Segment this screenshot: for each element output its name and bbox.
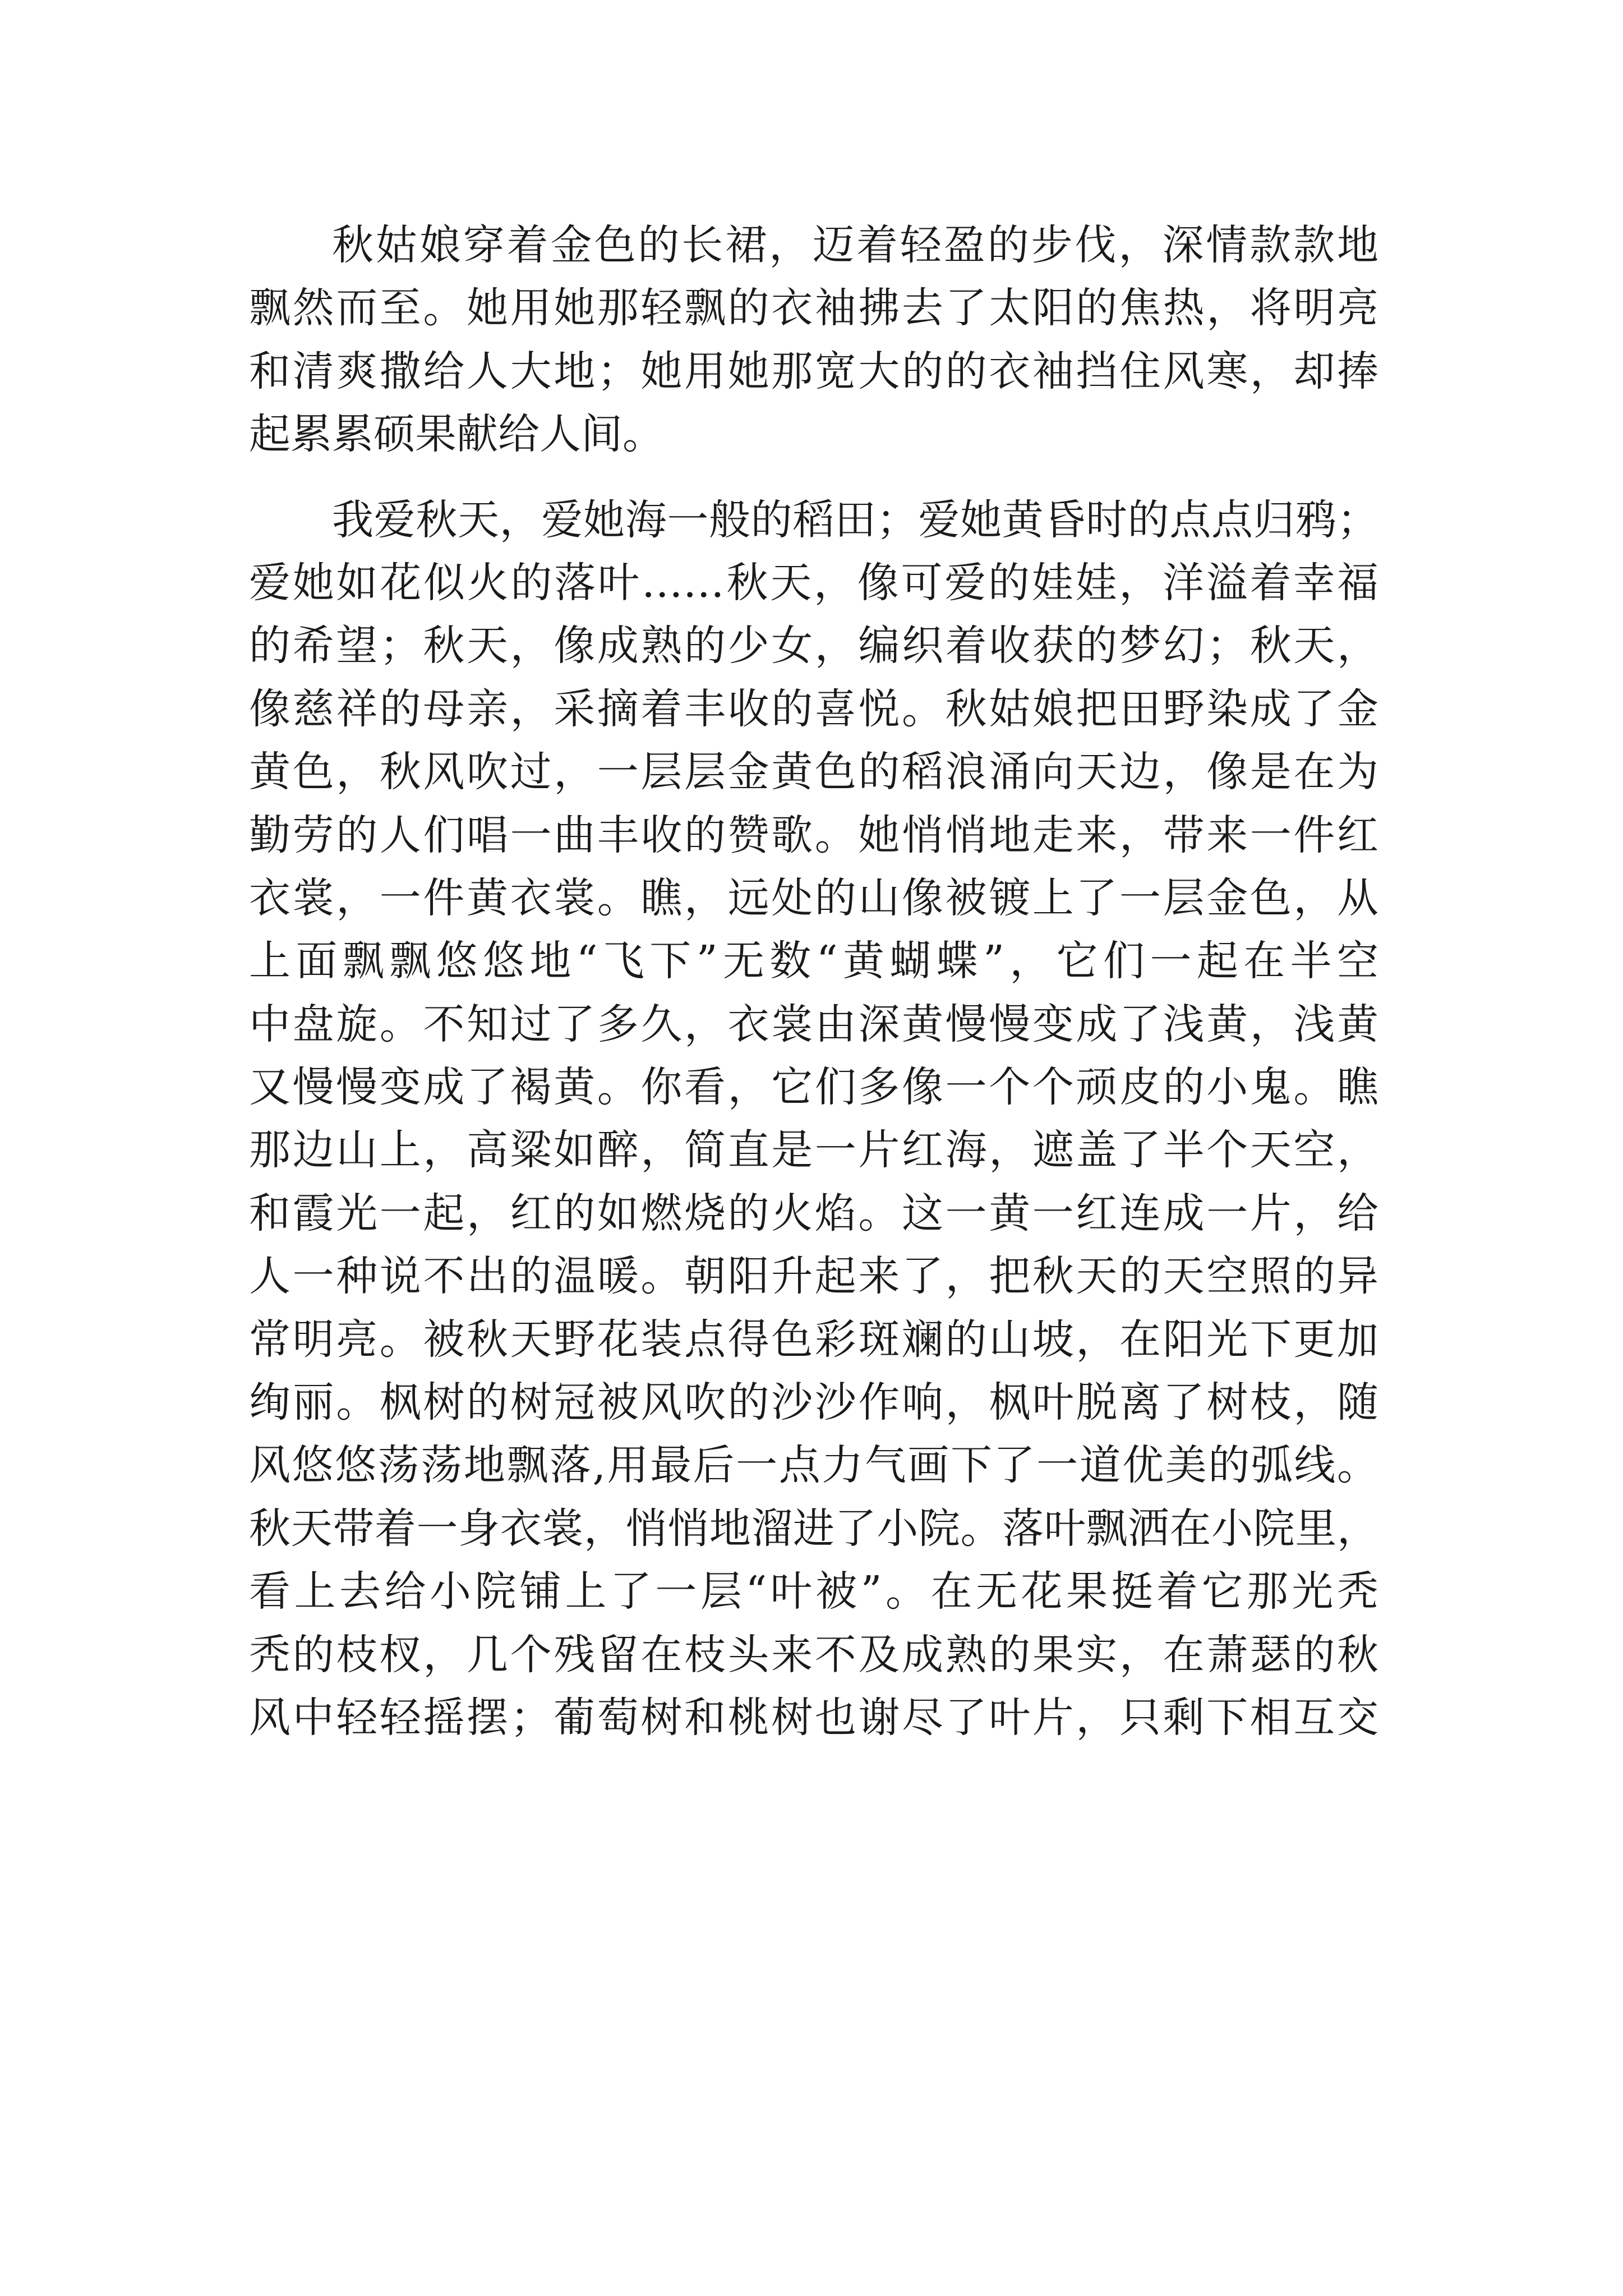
text-line: 中盘旋。不知过了多久，衣裳由深黄慢慢变成了浅黄，浅黄	[249, 1000, 1378, 1048]
text-line: 看上去给小院铺上了一层“叶被”。在无花果挺着它那光秃	[249, 1567, 1378, 1616]
text-line: 勤劳的人们唱一曲丰收的赞歌。她悄悄地走来，带来一件红	[249, 811, 1378, 859]
text-line: 秋天带着一身衣裳，悄悄地溜进了小院。落叶飘洒在小院里，	[249, 1504, 1378, 1553]
text-line: 黄色，秋风吹过，一层层金黄色的稻浪涌向天边，像是在为	[249, 748, 1378, 797]
paragraph-2	[249, 489, 1378, 1750]
text-line: 秃的枝杈，几个残留在枝头来不及成熟的果实，在萧瑟的秋	[249, 1630, 1378, 1679]
text-line: 飘然而至。她用她那轻飘的衣袖拂去了太阳的焦热，将明亮	[249, 284, 1378, 333]
text-line: 又慢慢变成了褐黄。你看，它们多像一个个顽皮的小鬼。瞧	[249, 1063, 1378, 1112]
text-line: 的希望；秋天，像成熟的少女，编织着收获的梦幻；秋天，	[249, 622, 1378, 670]
text-line: 起累累硕果献给人间。	[249, 410, 664, 459]
text-line: 上面飘飘悠悠地“飞下”无数“黄蝴蝶”，它们一起在半空	[249, 937, 1378, 986]
text-line: 那边山上，高粱如醉，简直是一片红海，遮盖了半个天空，	[249, 1126, 1378, 1175]
text-line: 像慈祥的母亲，采摘着丰收的喜悦。秋姑娘把田野染成了金	[249, 684, 1378, 733]
text-line: 绚丽。枫树的树冠被风吹的沙沙作响，枫叶脱离了树枝，随	[249, 1378, 1378, 1427]
text-line: 衣裳，一件黄衣裳。瞧，远处的山像被镀上了一层金色，从	[249, 873, 1378, 922]
text-line: 和清爽撒给人大地；她用她那宽大的的衣袖挡住风寒，却捧	[249, 347, 1378, 395]
text-line: 秋姑娘穿着金色的长裙，迈着轻盈的步伐，深情款款地	[332, 221, 1378, 269]
text-line: 常明亮。被秋天野花装点得色彩斑斓的山坡，在阳光下更加	[249, 1315, 1378, 1364]
text-line: 我爱秋天，爱她海一般的稻田；爱她黄昏时的点点归鸦；	[332, 495, 1378, 544]
paragraph-1	[249, 214, 1378, 466]
body-text	[249, 214, 1378, 1749]
text-line: 和霞光一起，红的如燃烧的火焰。这一黄一红连成一片，给	[249, 1189, 1378, 1237]
text-line: 爱她如花似火的落叶……秋天，像可爱的娃娃，洋溢着幸福	[249, 558, 1378, 607]
text-line: 风中轻轻摇摆；葡萄树和桃树也谢尽了叶片，只剩下相互交	[249, 1693, 1378, 1742]
text-line: 风悠悠荡荡地飘落,用最后一点力气画下了一道优美的弧线。	[249, 1441, 1378, 1490]
text-line: 人一种说不出的温暖。朝阳升起来了，把秋天的天空照的异	[249, 1252, 1378, 1301]
